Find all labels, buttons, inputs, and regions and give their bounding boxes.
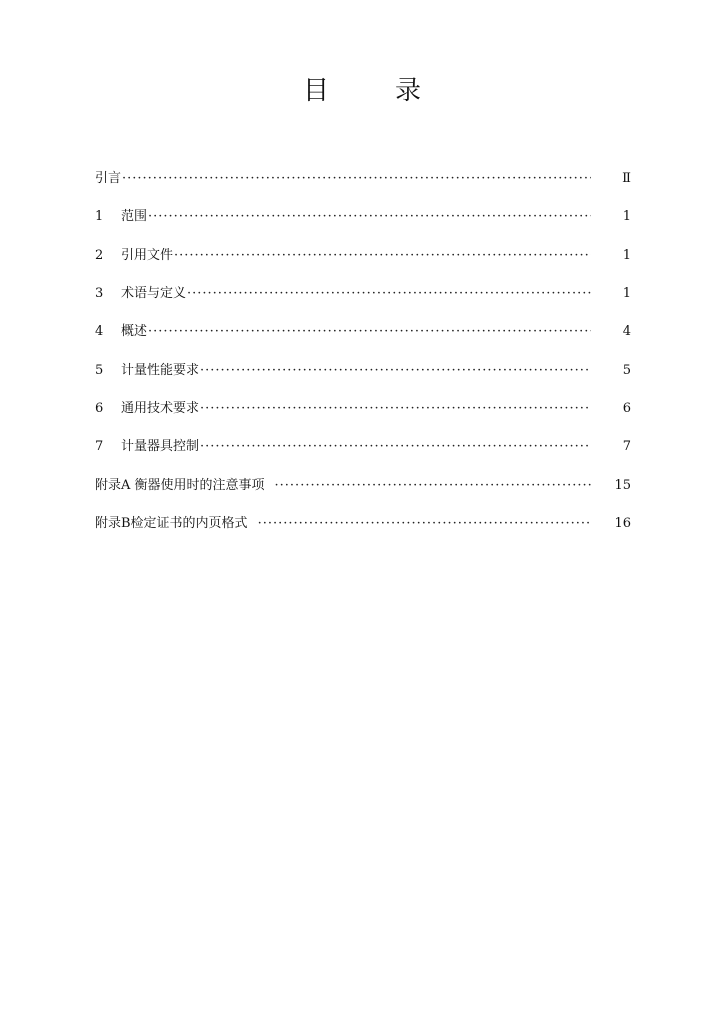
toc-leader-dots — [200, 401, 591, 417]
toc-entry-appendix-a[interactable] — [95, 466, 631, 504]
toc-page-number: 15 — [614, 477, 631, 493]
toc-page-number: 1 — [622, 286, 631, 302]
toc-entry-number: 1 — [95, 209, 104, 225]
toc-entry-label: 附录B检定证书的内页格式 — [95, 515, 248, 531]
toc-page-number: 1 — [622, 209, 631, 225]
toc-leader-dots — [148, 209, 591, 225]
toc-leader-dots — [122, 171, 591, 187]
toc-entry-appendix-b[interactable] — [95, 505, 631, 543]
toc-leader-dots — [174, 248, 591, 264]
toc-entry-technical[interactable] — [95, 390, 631, 428]
toc-entry-number: 7 — [95, 439, 104, 455]
toc-entry-overview[interactable] — [95, 313, 631, 351]
toc-entry-label: 术语与定义 — [121, 286, 187, 302]
toc-entry-references[interactable] — [95, 237, 631, 275]
toc-entry-label: 概述 — [121, 324, 148, 340]
toc-entry-metrology[interactable] — [95, 351, 631, 389]
toc-entry-number: 5 — [95, 362, 104, 378]
toc-leader-dots — [200, 363, 591, 379]
toc-leader-dots — [200, 439, 591, 455]
toc-entry-number: 4 — [95, 324, 104, 340]
toc-entry-label: 范围 — [121, 209, 148, 225]
toc-page-number: 5 — [622, 362, 631, 378]
table-of-contents — [95, 160, 631, 543]
toc-entry-scope[interactable] — [95, 198, 631, 236]
title-char-2: 录 — [395, 76, 422, 106]
toc-leader-dots — [148, 324, 591, 340]
toc-entry-number: 3 — [95, 286, 104, 302]
toc-page-number: 4 — [622, 324, 631, 340]
toc-entry-label: 通用技术要求 — [121, 400, 200, 416]
toc-page-number: Ⅱ — [622, 171, 631, 187]
page-title — [0, 70, 724, 107]
toc-entry-label: 引用文件 — [121, 247, 174, 263]
toc-entry-control[interactable] — [95, 428, 631, 466]
title-char-1: 目 — [302, 76, 329, 106]
toc-page-number: 6 — [622, 400, 631, 416]
toc-page-number: 16 — [614, 515, 631, 531]
toc-entry-terms[interactable] — [95, 275, 631, 313]
toc-entry-label: 计量器具控制 — [121, 439, 200, 455]
toc-entry-label: 引言 — [95, 171, 122, 187]
toc-leader-dots — [187, 286, 591, 302]
toc-page-number: 7 — [622, 439, 631, 455]
toc-entry-intro[interactable] — [95, 160, 631, 198]
toc-entry-label: 附录A 衡器使用时的注意事项 — [95, 477, 265, 493]
toc-entry-number: 2 — [95, 247, 104, 263]
toc-page-number: 1 — [622, 247, 631, 263]
toc-entry-number: 6 — [95, 400, 104, 416]
toc-leader-dots — [275, 478, 591, 494]
toc-leader-dots — [258, 516, 591, 532]
toc-entry-label: 计量性能要求 — [121, 362, 200, 378]
